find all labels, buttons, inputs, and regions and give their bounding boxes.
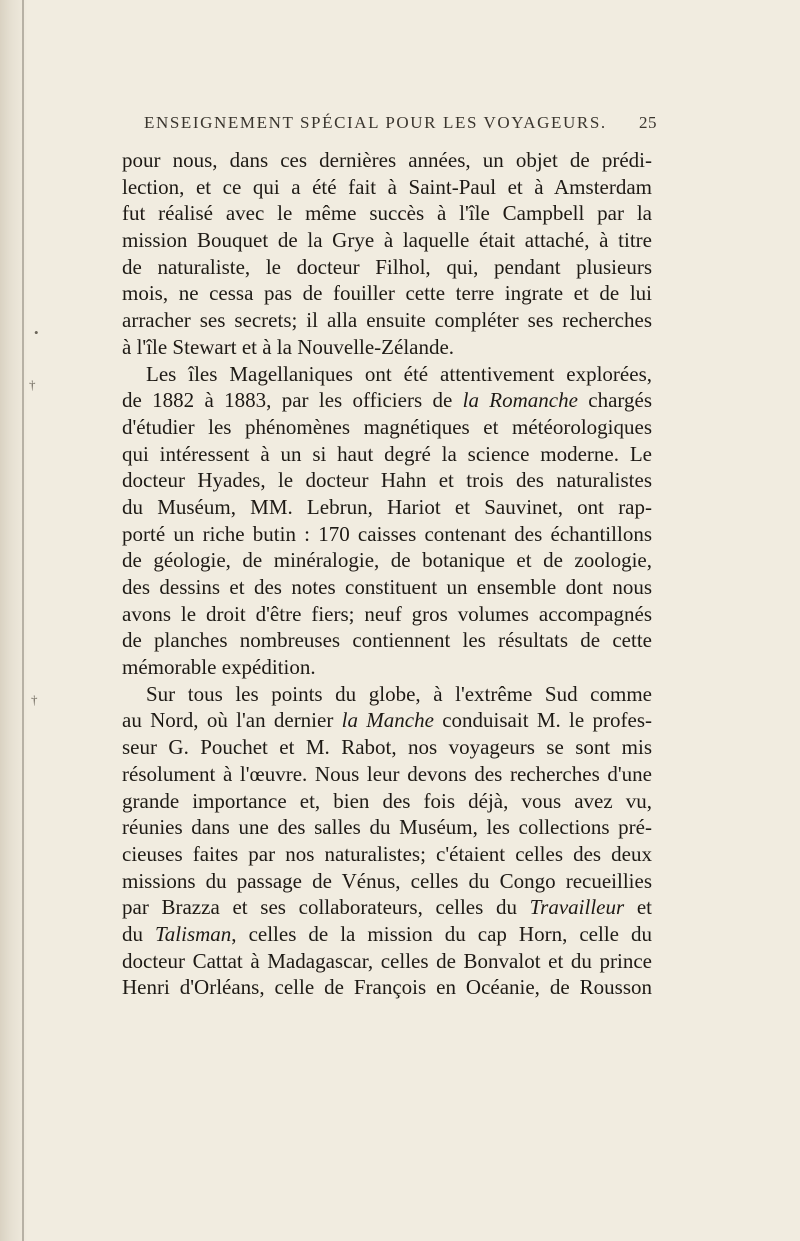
text-line <box>122 921 652 948</box>
body-text <box>122 147 652 1001</box>
running-head-title: ENSEIGNEMENT SPÉCIAL POUR LES VOYAGEURS. <box>144 113 607 132</box>
text-run: par Brazza et ses collaborateurs, celles du <box>122 895 530 920</box>
text-line: docteur Cattat à Madagascar, celles de Bonvalot et du prince <box>122 948 652 973</box>
italic-ship-name: la Romanche <box>462 388 578 413</box>
text-line: lection, et ce qui a été fait à Saint-Paul et à Amsterdam <box>122 174 652 199</box>
text-run: du <box>122 921 156 946</box>
margin-speck: • <box>34 325 39 340</box>
margin-speck: † <box>31 692 38 707</box>
text-run: au Nord, où l'an dernier <box>122 708 342 733</box>
text-line: d'étudier les phénomènes magnétiques et météorologiques <box>122 414 652 439</box>
text-line: des dessins et des notes constituent un ensemble dont nous <box>122 575 652 599</box>
text-line: résolument à l'œuvre. Nous leur devons des recherches d'une <box>122 761 652 786</box>
text-run: conduisait M. le profes- <box>433 708 652 733</box>
text-line: pour nous, dans ces dernières années, un objet de prédi- <box>122 148 652 172</box>
text-run: , celles de la mission du cap Horn, celle du <box>231 921 653 946</box>
text-line: grande importance et, bien des fois déjà, vous avez vu, <box>122 788 652 813</box>
binding-rule <box>22 0 24 1241</box>
text-line <box>122 894 652 921</box>
paragraph-first-line: Les îles Magellaniques ont été attentivement explorées, <box>146 361 652 386</box>
text-line: de naturaliste, le docteur Filhol, qui, pendant plusieurs <box>122 254 652 279</box>
text-line <box>122 707 652 734</box>
text-run: de 1882 à 1883, par les officiers de <box>122 388 463 413</box>
text-line: missions du passage de Vénus, celles du Congo recueillies <box>122 868 652 893</box>
italic-ship-name: la Manche <box>341 708 434 733</box>
text-run: chargés <box>577 388 653 413</box>
text-line: à l'île Stewart et à la Nouvelle-Zélande. <box>122 334 455 359</box>
text-line: seur G. Pouchet et M. Rabot, nos voyageurs se sont mis <box>122 735 652 760</box>
text-line: qui intéressent à un si haut degré la science moderne. Le <box>122 441 652 466</box>
paragraph-first-line: Sur tous les points du globe, à l'extrême Sud comme <box>146 681 652 706</box>
text-run: et <box>624 895 653 920</box>
text-line: avons le droit d'être fiers; neuf gros volumes accompagnés <box>122 601 652 626</box>
text-line: cieuses faites par nos naturalistes; c'étaient celles des deux <box>122 841 652 866</box>
text-line: réunies dans une des salles du Muséum, les collections pré- <box>122 815 652 840</box>
text-line: de planches nombreuses contiennent les résultats de cette <box>122 628 652 653</box>
text-line: mémorable expédition. <box>122 655 316 680</box>
text-line: docteur Hyades, le docteur Hahn et trois des naturalistes <box>122 468 652 493</box>
italic-ship-name: Talisman <box>155 921 232 946</box>
text-line: Henri d'Orléans, celle de François en Océanie, de Rousson <box>122 975 652 1000</box>
italic-ship-name: Travailleur <box>529 895 625 920</box>
text-line: arracher ses secrets; il alla ensuite compléter ses recherches <box>122 308 652 333</box>
text-line: fut réalisé avec le même succès à l'île Campbell par la <box>122 201 652 226</box>
text-line: du Muséum, MM. Lebrun, Hariot et Sauvinet, ont rap- <box>122 494 652 519</box>
page-number: 25 <box>639 113 657 132</box>
running-head <box>120 113 657 135</box>
text-line <box>122 387 652 414</box>
margin-speck: † <box>29 377 36 392</box>
text-line: mois, ne cessa pas de fouiller cette terre ingrate et de lui <box>122 281 652 306</box>
text-line: de géologie, de minéralogie, de botanique et de zoologie, <box>122 548 652 573</box>
text-line: mission Bouquet de la Grye à laquelle était attaché, à titre <box>122 228 652 253</box>
text-line: porté un riche butin : 170 caisses contenant des échantillons <box>122 521 652 546</box>
